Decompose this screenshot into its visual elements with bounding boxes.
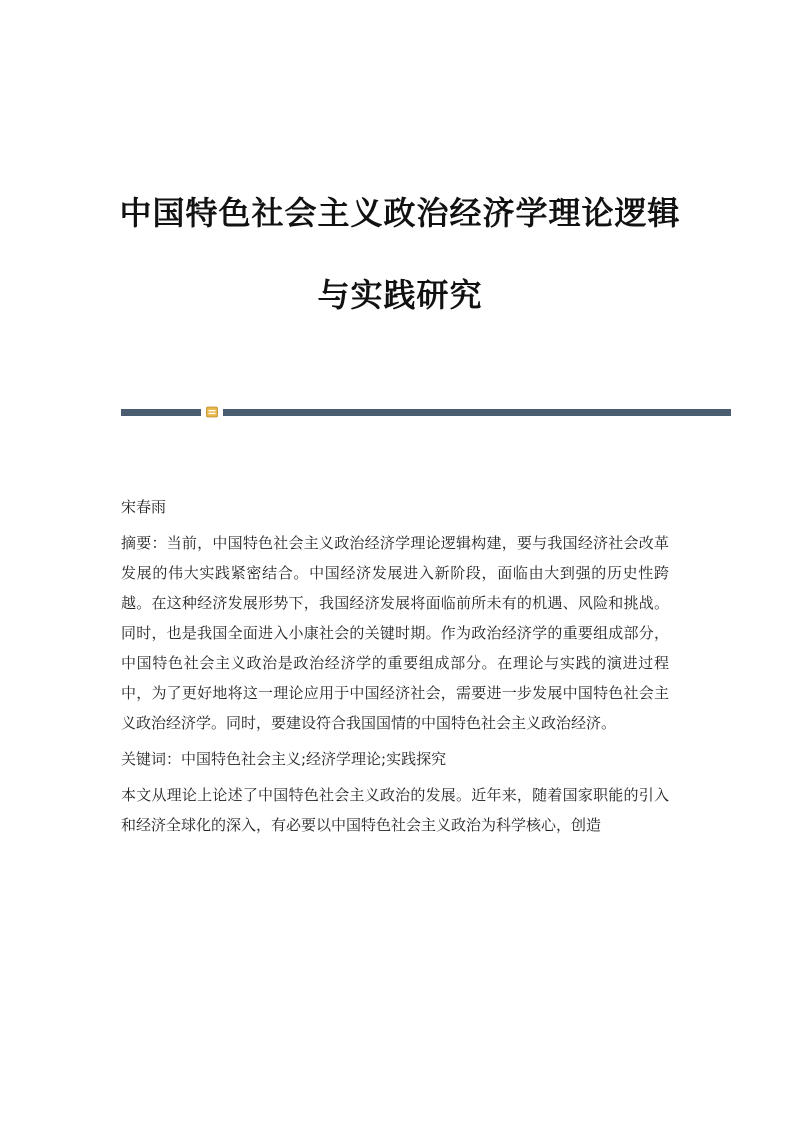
body-paragraph: 本文从理论上论述了中国特色社会主义政治的发展。近年来，随着国家职能的引入和经济全球化的深入，有必要以中国特色社会主义政治为科学核心，创造: [121, 786, 669, 834]
divider-emblem-icon: [206, 406, 218, 418]
divider-bar-left: [121, 409, 201, 416]
title-divider: [121, 409, 731, 417]
author-name: 宋春雨: [121, 498, 167, 516]
document-body: [121, 492, 669, 846]
keywords-paragraph: 关键词：中国特色社会主义;经济学理论;实践探究: [121, 750, 447, 768]
title-line-1: 中国特色社会主义政治经济学理论逻辑: [119, 194, 681, 232]
title-line-2: 与实践研究: [317, 276, 483, 314]
abstract-paragraph: 摘要：当前，中国特色社会主义政治经济学理论逻辑构建，要与我国经济社会改革发展的伟大实践紧密结合。中国经济发展进入新阶段，面临由大到强的历史性跨越。在这种经济发展形势下，我国经济发展将面临前所未有的机遇、风险和挑战。同时，也是我国全面进入小康社会的关键时期。作为政治经济学的重要组成部分，中国特色社会主义政治是政治经济学的重要组成部分。在理论与实践的演进过程中，为了更好地将这一理论应用于中国经济社会，需要进一步发展中国特色社会主义政治经济学。同时，要建设符合我国国情的中国特色社会主义政治经济。: [121, 534, 669, 732]
divider-bar-right: [223, 409, 731, 416]
